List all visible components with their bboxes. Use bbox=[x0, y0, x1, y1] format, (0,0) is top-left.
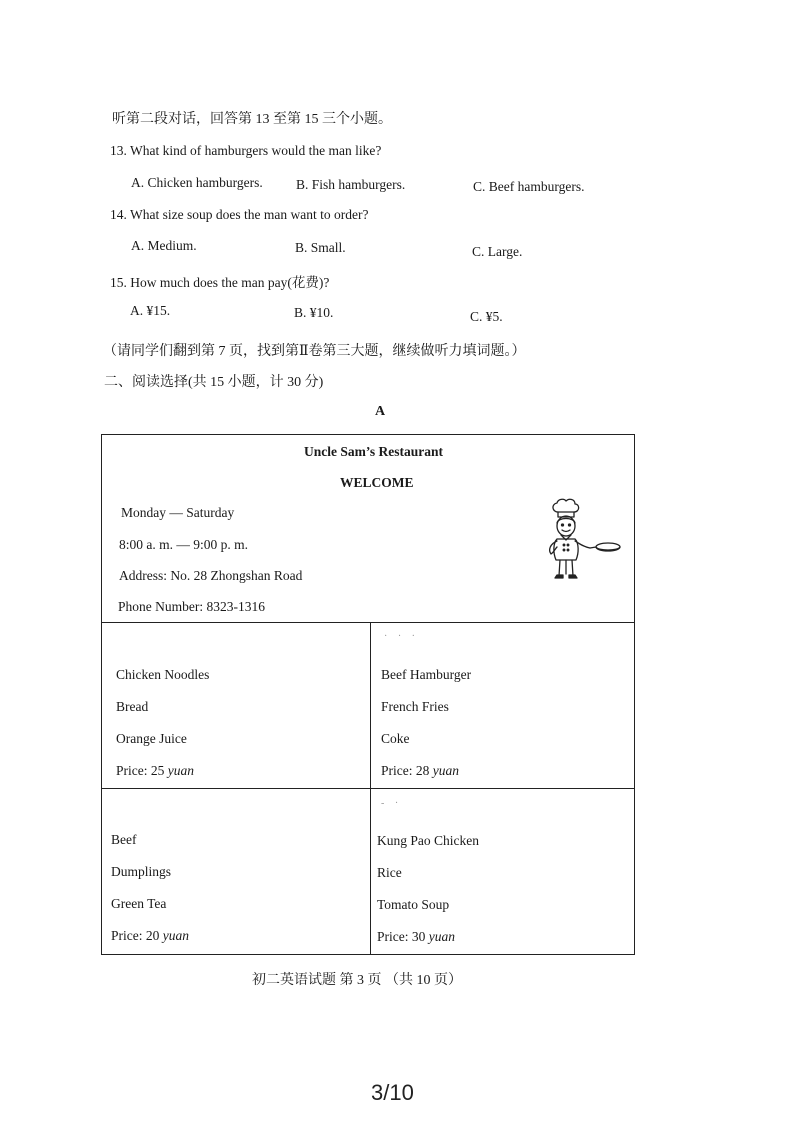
question-14: 14. What size soup does the man want to order? bbox=[110, 207, 369, 222]
menu-item: Orange Juice bbox=[116, 731, 187, 746]
q14-option-c: C. Large. bbox=[472, 244, 523, 259]
page-footer: 初二英语试题 第 3 页 （共 10 页） bbox=[252, 973, 462, 988]
q13-option-a: A. Chicken hamburgers. bbox=[131, 175, 263, 190]
menu-item: Coke bbox=[381, 731, 410, 746]
menu-item: Tomato Soup bbox=[377, 897, 450, 912]
menu-set-3 bbox=[111, 831, 189, 959]
faded-label: · · · bbox=[384, 631, 419, 642]
question-15: 15. How much does the man pay(花费)? bbox=[110, 275, 330, 290]
menu-set-4 bbox=[377, 832, 479, 960]
menu-item: Green Tea bbox=[111, 896, 167, 911]
price-unit: yuan bbox=[162, 928, 189, 943]
price-unit: yuan bbox=[432, 763, 459, 778]
menu-price bbox=[111, 927, 189, 945]
menu-item: Chicken Noodles bbox=[116, 667, 210, 682]
address: Address: No. 28 Zhongshan Road bbox=[119, 568, 303, 583]
q14-option-b: B. Small. bbox=[295, 240, 346, 255]
menu-price bbox=[377, 928, 479, 946]
welcome-text: WELCOME bbox=[340, 475, 414, 490]
divider bbox=[101, 622, 635, 623]
price-unit: yuan bbox=[167, 763, 194, 778]
section-title: 二、阅读选择(共 15 小题，计 30 分) bbox=[104, 375, 324, 390]
price-unit: yuan bbox=[428, 929, 455, 944]
menu-price bbox=[116, 762, 209, 780]
restaurant-name: Uncle Sam’s Restaurant bbox=[304, 444, 443, 459]
price-label: Price: 30 bbox=[377, 929, 429, 944]
price-label: Price: 25 bbox=[116, 763, 168, 778]
price-label: Price: 28 bbox=[381, 763, 433, 778]
page-indicator: 3/10 bbox=[371, 1080, 414, 1105]
price-label: Price: 20 bbox=[111, 928, 163, 943]
chef-illustration bbox=[538, 498, 624, 590]
menu-item: Beef Hamburger bbox=[381, 667, 472, 682]
menu-set-2 bbox=[381, 666, 471, 794]
divider bbox=[370, 622, 371, 955]
q14-option-a: A. Medium. bbox=[131, 238, 197, 253]
q15-option-a: A. ¥15. bbox=[130, 303, 171, 318]
opening-hours: 8:00 a. m. — 9:00 p. m. bbox=[119, 537, 248, 552]
opening-days: Monday — Saturday bbox=[121, 505, 235, 520]
menu-price bbox=[381, 762, 471, 780]
faded-label: - · bbox=[381, 798, 403, 809]
menu-item: Kung Pao Chicken bbox=[377, 833, 479, 848]
question-13: 13. What kind of hamburgers would the man like? bbox=[110, 143, 382, 158]
menu-item: Bread bbox=[116, 699, 149, 714]
menu-set-1 bbox=[116, 666, 209, 794]
menu-item: Rice bbox=[377, 865, 402, 880]
listening-intro: 听第二段对话，回答第 13 至第 15 三个小题。 bbox=[112, 112, 392, 127]
q13-option-c: C. Beef hamburgers. bbox=[473, 179, 585, 194]
menu-item: Dumplings bbox=[111, 864, 172, 879]
instruction-note: （请同学们翻到第 7 页，找到第Ⅱ卷第三大题，继续做听力填词题。） bbox=[103, 344, 526, 359]
menu-item: French Fries bbox=[381, 699, 449, 714]
q13-option-b: B. Fish hamburgers. bbox=[296, 177, 406, 192]
menu-item: Beef bbox=[111, 832, 137, 847]
q15-option-b: B. ¥10. bbox=[294, 305, 334, 320]
phone-number: Phone Number: 8323-1316 bbox=[118, 599, 265, 614]
passage-label: A bbox=[375, 404, 386, 419]
q15-option-c: C. ¥5. bbox=[470, 309, 503, 324]
